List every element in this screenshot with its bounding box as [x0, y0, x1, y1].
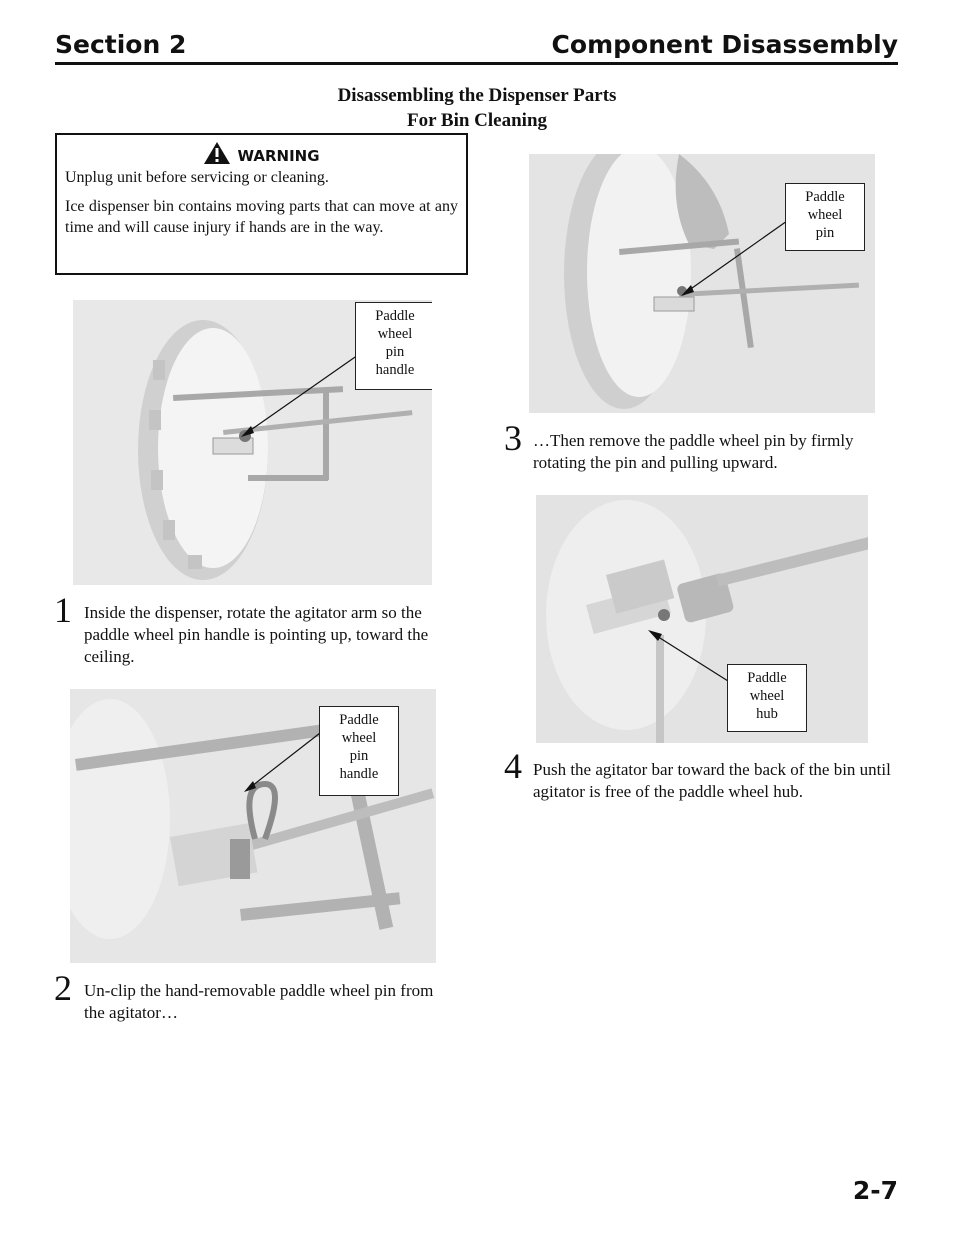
- page-header: [55, 28, 898, 65]
- warning-label: WARNING: [237, 147, 320, 165]
- warning-text-2: Ice dispenser bin contains moving parts that can move at any time and will cause injury if hands are in the way.: [65, 198, 458, 236]
- callout-step-4: Paddle wheel hub: [727, 664, 807, 732]
- step-text-2: Un-clip the hand-removable paddle wheel pin from the agitator…: [84, 981, 434, 1022]
- warning-box: [55, 133, 468, 275]
- step-text-1: Inside the dispenser, rotate the agitator arm so the paddle wheel pin handle is pointing up, toward the ceiling.: [84, 603, 429, 666]
- warning-text-1: Unplug unit before servicing or cleaning.: [65, 169, 329, 186]
- warning-triangle-icon: [203, 141, 231, 165]
- section-label: Section 2: [55, 30, 187, 59]
- page-number: 2-7: [852, 1176, 898, 1205]
- photo-step-2: [70, 689, 436, 963]
- callout-step-3: Paddle wheel pin: [785, 183, 865, 251]
- step-number-4: 4: [504, 746, 522, 786]
- step-text-4: Push the agitator bar toward the back of the bin until agitator is free of the paddle wheel hub.: [533, 760, 891, 801]
- warning-heading: [65, 141, 458, 167]
- step-number-2: 2: [54, 968, 72, 1008]
- section-title: Component Disassembly: [551, 30, 898, 59]
- step-number-3: 3: [504, 418, 522, 458]
- callout-step-2: Paddle wheel pin handle: [319, 706, 399, 796]
- callout-step-1: Paddle wheel pin handle: [355, 302, 432, 390]
- step-number-1: 1: [54, 590, 72, 630]
- photo-step-1: [73, 300, 432, 585]
- photo-step-3: [529, 154, 875, 413]
- page-subtitle-line1: Disassembling the Dispenser Parts: [337, 85, 617, 106]
- photo-step-4: [536, 495, 868, 743]
- page-subtitle-line2: For Bin Cleaning: [406, 110, 548, 131]
- step-text-3: …Then remove the paddle wheel pin by firmly rotating the pin and pulling upward.: [533, 431, 854, 472]
